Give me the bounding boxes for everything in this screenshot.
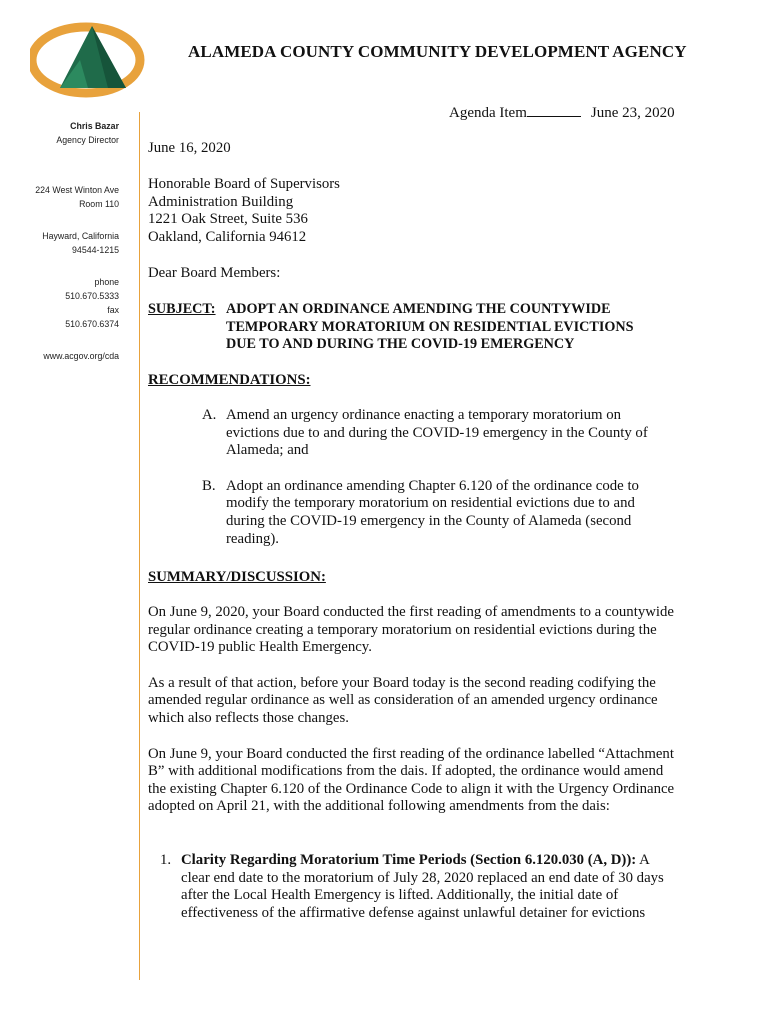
address-line-1: 224 West Winton Ave bbox=[35, 185, 119, 195]
recommendation-letter: B. bbox=[202, 477, 216, 494]
summary-heading: SUMMARY/DISCUSSION: bbox=[148, 569, 326, 585]
subject-line: TEMPORARY MORATORIUM ON RESIDENTIAL EVICTIONS bbox=[226, 318, 634, 335]
agency-title: ALAMEDA COUNTY COMMUNITY DEVELOPMENT AGENCY bbox=[188, 42, 687, 61]
fax-number: 510.670.6374 bbox=[65, 319, 119, 329]
agenda-line bbox=[449, 104, 675, 122]
recommendation-item bbox=[202, 478, 672, 548]
sidebar-contact bbox=[35, 119, 119, 363]
agency-logo bbox=[30, 20, 146, 98]
subject-text bbox=[226, 301, 686, 354]
recommendation-text: Amend an urgency ordinance enacting a temporary moratorium on evictions due to and during the COVID-19 emergency in the County of Alameda; and bbox=[226, 407, 648, 459]
subject-line: DUE TO AND DURING THE COVID-19 EMERGENCY bbox=[226, 336, 575, 353]
director-name: Chris Bazar bbox=[70, 121, 119, 131]
numbered-item bbox=[160, 852, 680, 922]
numbered-list bbox=[160, 852, 680, 922]
subject-block bbox=[148, 301, 634, 353]
website-link[interactable]: www.acgov.org/cda bbox=[43, 351, 119, 361]
recommendation-item bbox=[202, 407, 672, 460]
subject-line: ADOPT AN ORDINANCE AMENDING THE COUNTYWIDE bbox=[226, 301, 611, 317]
recipient-line: 1221 Oak Street, Suite 536 bbox=[148, 211, 308, 228]
recommendations-heading: RECOMMENDATIONS: bbox=[148, 372, 311, 388]
summary-paragraphs bbox=[148, 604, 684, 834]
subject-label: SUBJECT: bbox=[148, 301, 216, 317]
recommendation-text: Adopt an ordinance amending Chapter 6.120 of the ordinance code to modify the temporary moratorium on residential evictions due to and during the COVID-19 emergency in the County of Alameda (second reading). bbox=[226, 477, 639, 547]
meeting-date: June 23, 2020 bbox=[590, 105, 675, 121]
recipient-address bbox=[148, 176, 340, 246]
fax-label: fax bbox=[107, 305, 119, 315]
recipient-line: Oakland, California 94612 bbox=[148, 228, 307, 245]
item-text: A clear end date to the moratorium of July 28, 2020 replaced an end date of 30 days after the Local Health Emergency is lifted. Additionally, the initial date of effectiveness of the affirmative defense against unlawful detainer for evictions bbox=[181, 852, 664, 921]
paragraph: On June 9, your Board conducted the first reading of the ordinance labelled “Attachment B” with additional modifications from the dais. If adopted, the ordinance would amend the existing Chapter 6.120 of the Ordinance Code to align it with the Urgency Ordinance adopted on April 21, with the additional following amendments from the dais: bbox=[148, 745, 675, 815]
recipient-line: Honorable Board of Supervisors bbox=[148, 176, 340, 192]
director-title: Agency Director bbox=[56, 135, 119, 145]
agenda-item-label: Agenda Item bbox=[449, 105, 527, 121]
phone-label: phone bbox=[94, 277, 119, 287]
recipient-line: Administration Building bbox=[148, 193, 294, 210]
recommendation-letter: A. bbox=[202, 407, 217, 423]
paragraph: On June 9, 2020, your Board conducted the first reading of amendments to a countywide regular ordinance creating a temporary moratorium on residential evictions during the COVID-19 public Health Emergency. bbox=[148, 604, 674, 656]
address-line-2: Room 110 bbox=[79, 199, 119, 209]
letter-date: June 16, 2020 bbox=[148, 140, 231, 156]
agenda-item-blank bbox=[527, 104, 581, 117]
phone-number: 510.670.5333 bbox=[65, 291, 119, 301]
vertical-rule bbox=[139, 112, 140, 980]
city-line: Hayward, California bbox=[42, 231, 119, 241]
recommendations-list bbox=[202, 407, 672, 566]
zip-line: 94544-1215 bbox=[72, 245, 119, 255]
salutation: Dear Board Members: bbox=[148, 265, 281, 281]
item-number: 1. bbox=[160, 852, 172, 868]
item-heading: Clarity Regarding Moratorium Time Periods (Section 6.120.030 (A, D)): bbox=[181, 852, 637, 868]
paragraph: As a result of that action, before your Board today is the second reading codifying the amended regular ordinance as well as consideration of an amended urgency ordinance which also reflects those changes. bbox=[148, 674, 658, 726]
